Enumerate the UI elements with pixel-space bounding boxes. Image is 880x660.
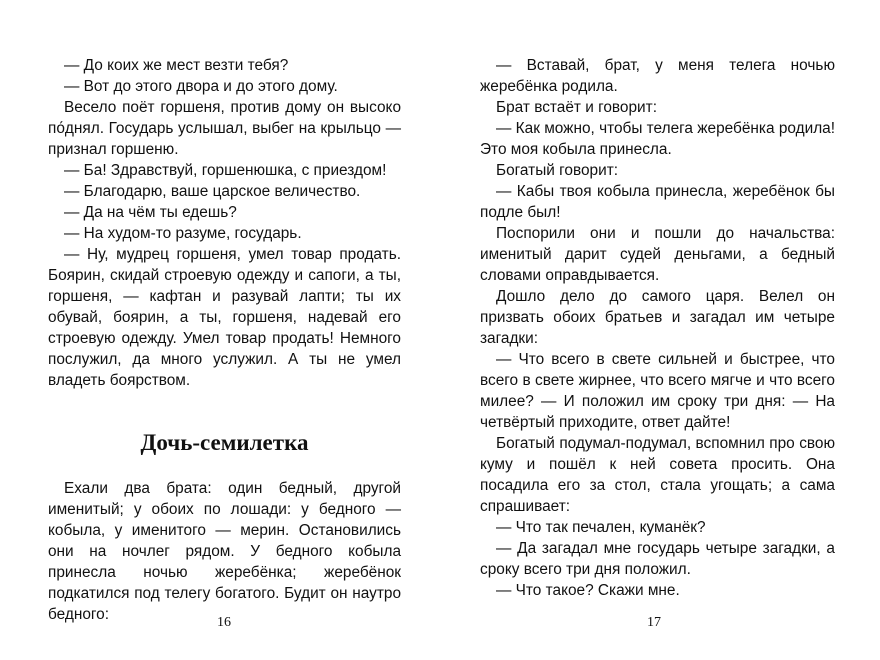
paragraph: Брат встаёт и говорит: <box>496 99 657 116</box>
paragraph: Дошло дело до самого царя. Велел он призвать обоих братьев и загадал им четыре загадки: <box>480 288 835 347</box>
paragraph: — Ба! Здравствуй, горшенюшка, с приездом! <box>64 162 387 179</box>
paragraph: — Кабы твоя кобыла принесла, жеребёнок бы подле был! <box>480 183 835 221</box>
page-number: 17 <box>647 615 661 630</box>
paragraph: — Вот до этого двора и до этого дому. <box>64 78 338 95</box>
page-number: 16 <box>217 615 231 630</box>
paragraph: — Благодарю, ваше царское величество. <box>64 183 361 200</box>
right-page-text <box>480 55 835 601</box>
paragraph: Весело поёт горшеня, против дому он высоко по́днял. Государь услышал, выбег на крыльцо — признал горшеню. <box>48 99 401 158</box>
paragraph: Богатый подумал-подумал, вспомнил про свою куму и пошёл к ней совета просить. Она посадила его за стол, стала угощать; а сама спрашивает: <box>480 435 835 515</box>
paragraph: — Ну, мудрец горшеня, умел товар продать. Боярин, скидай строевую одежду и сапоги, а ты, горшеня, — кафтан и разувай лапти; ты их обувай, боярин, а ты, горшеня, надевай его строевую одежду. Умел товар продать! Немного послужил, да много услужил. А ты не умел владеть боярством. <box>48 246 401 389</box>
paragraph: Богатый говорит: <box>496 162 619 179</box>
paragraph: — Да на чём ты едешь? <box>64 204 237 221</box>
right-page <box>440 0 880 660</box>
paragraph: — На худом-то разуме, государь. <box>64 225 302 242</box>
paragraph: — Вставай, брат, у меня телега ночью жеребёнка родила. <box>480 57 835 95</box>
left-page-text <box>48 55 401 391</box>
story-text <box>48 478 401 625</box>
paragraph: — Что такое? Скажи мне. <box>496 582 680 599</box>
paragraph: Ехали два брата: один бедный, другой именитый; у обоих по лошади: у бедного — кобыла, у именитого — мерин. Остановились они на ночлег рядом. У бедного кобыла принесла ночью жеребёнка; жеребёнок подкатился под телегу богатого. Будит он наутро бедного: <box>48 480 401 623</box>
paragraph: — Что так печален, куманёк? <box>496 519 706 536</box>
paragraph: — Что всего в свете сильней и быстрее, что всего в свете жирнее, что всего мягче и что всего милее? — И положил им сроку три дня: — На четвёртый приходите, ответ дайте! <box>480 351 835 431</box>
paragraph: — Как можно, чтобы телега жеребёнка родила! Это моя кобыла принесла. <box>480 120 836 158</box>
paragraph: — До коих же мест везти тебя? <box>64 57 289 74</box>
paragraph: Поспорили они и пошли до начальства: именитый дарит судей деньгами, а бедный словами оправдывается. <box>480 225 835 284</box>
story-title: Дочь-семилетка <box>140 430 309 455</box>
paragraph: — Да загадал мне государь четыре загадки, а сроку всего три дня положил. <box>480 540 835 578</box>
